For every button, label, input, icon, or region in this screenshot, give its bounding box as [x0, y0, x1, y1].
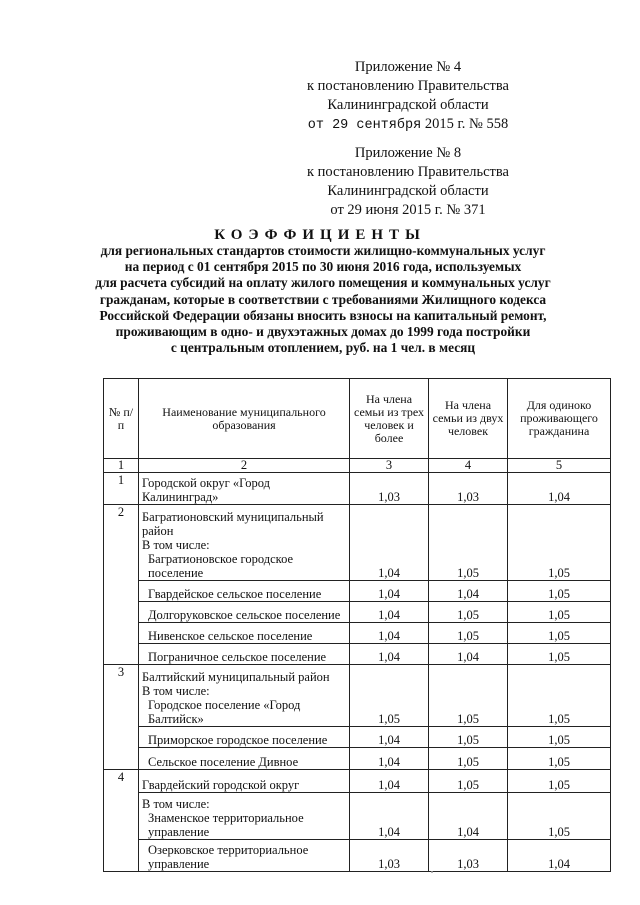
- table-row: [104, 473, 611, 505]
- value-three-plus: 1,04: [350, 644, 429, 665]
- appendix-4-date-number: 2015 г. № 558: [424, 116, 509, 132]
- subtitle-line: на период с 01 сентября 2015 по 30 июня 2016 года, используемых: [124, 259, 522, 275]
- table-row: [104, 505, 611, 581]
- value-two: 1,03: [429, 473, 508, 505]
- value-single: 1,05: [508, 505, 611, 581]
- row-including: В том числе:: [142, 797, 210, 811]
- appendix-8-block: [258, 144, 558, 220]
- subrow-name: Багратионовское городское поселение: [148, 552, 294, 580]
- value-three-plus: 1,04: [350, 623, 429, 644]
- value-two: 1,05: [429, 623, 508, 644]
- header-name: Наименование муниципального образования: [139, 379, 350, 459]
- value-three-plus: 1,04: [350, 602, 429, 623]
- row-name: Городской округ «Город Калининград»: [139, 473, 350, 505]
- subtitle-line: с центральным отоплением, руб. на 1 чел. в месяц: [170, 340, 476, 356]
- value-single: 1,05: [508, 793, 611, 840]
- subrow-name: Гвардейское сельское поселение: [139, 581, 350, 602]
- value-three-plus: 1,04: [350, 748, 429, 770]
- row-number: 3: [104, 665, 139, 770]
- header-two: На члена семьи из двух человек: [429, 379, 508, 459]
- appendix-4-number: Приложение № 4: [354, 59, 462, 75]
- value-two: 1,05: [429, 770, 508, 793]
- table-row: [104, 748, 611, 770]
- header-num: № п/п: [104, 379, 139, 459]
- subtitle-line: проживающим в одно- и двухэтажных домах до 1999 года постройки: [115, 324, 531, 340]
- subrow-name: Нивенское сельское поселение: [139, 623, 350, 644]
- value-single: 1,04: [508, 473, 611, 505]
- value-three-plus: 1,03: [350, 840, 429, 872]
- column-number: 1: [104, 459, 139, 473]
- header-three-plus: На члена семьи из трех человек и более: [350, 379, 429, 459]
- subrow-name: Городское поселение «Город Балтийск»: [148, 698, 301, 726]
- value-two: 1,05: [429, 748, 508, 770]
- table-row: [104, 770, 611, 793]
- row-name-group: [139, 665, 350, 727]
- value-two: 1,05: [429, 602, 508, 623]
- value-two: 1,04: [429, 581, 508, 602]
- value-single: 1,05: [508, 623, 611, 644]
- appendix-4-date-stamp: от 29 сентября: [307, 118, 422, 133]
- subrow-name: Знаменское территориальное управление: [148, 811, 304, 839]
- subrow-name: Долгоруковское сельское поселение: [139, 602, 350, 623]
- row-name: Багратионовский муниципальный район: [142, 510, 324, 538]
- table-row: [104, 644, 611, 665]
- value-single: 1,05: [508, 644, 611, 665]
- appendix-4-block: [258, 58, 558, 135]
- value-two: 1,03: [429, 840, 508, 872]
- value-three-plus: 1,04: [350, 770, 429, 793]
- subtitle-line: гражданам, которые в соответствии с требованиями Жилищного кодекса: [99, 291, 547, 307]
- table-row: [104, 840, 611, 872]
- value-three-plus: 1,04: [350, 581, 429, 602]
- table-row: [104, 665, 611, 727]
- subrow-name: Озерковское территориальное управление: [139, 840, 350, 872]
- column-numbers-row: [104, 459, 611, 473]
- scan-speck: [431, 871, 433, 873]
- value-single: 1,04: [508, 840, 611, 872]
- column-number: 3: [350, 459, 429, 473]
- row-number: 2: [104, 505, 139, 665]
- row-name-group: [139, 505, 350, 581]
- column-number: 2: [139, 459, 350, 473]
- subtitle-line: Российской Федерации обязаны вносить взносы на капитальный ремонт,: [99, 307, 547, 323]
- table-header-row: [104, 379, 611, 459]
- subtitle-line: для расчета субсидий на оплату жилого помещения и коммунальных услуг: [95, 275, 551, 291]
- value-single: 1,05: [508, 665, 611, 727]
- table-row: [104, 727, 611, 748]
- table-row: [104, 623, 611, 644]
- column-number: 5: [508, 459, 611, 473]
- value-three-plus: 1,04: [350, 793, 429, 840]
- appendix-4-decree: к постановлению Правительства: [307, 78, 509, 94]
- row-including: В том числе:: [142, 684, 210, 698]
- value-single: 1,05: [508, 602, 611, 623]
- value-two: 1,05: [429, 665, 508, 727]
- value-two: 1,04: [429, 644, 508, 665]
- appendix-8-date: от 29 июня 2015 г. № 371: [330, 202, 486, 218]
- row-name: Балтийский муниципальный район: [142, 670, 330, 684]
- coefficients-table: [103, 378, 611, 872]
- row-including: В том числе:: [142, 538, 210, 552]
- row-number: 1: [104, 473, 139, 505]
- table-row: [104, 793, 611, 840]
- value-single: 1,05: [508, 581, 611, 602]
- value-three-plus: 1,04: [350, 727, 429, 748]
- value-three-plus: 1,04: [350, 505, 429, 581]
- value-two: 1,05: [429, 727, 508, 748]
- value-three-plus: 1,03: [350, 473, 429, 505]
- row-number: 4: [104, 770, 139, 872]
- appendix-4-date: [258, 115, 558, 135]
- table-row: [104, 581, 611, 602]
- value-single: 1,05: [508, 748, 611, 770]
- subtitle-line: для региональных стандартов стоимости жилищно-коммунальных услуг: [100, 243, 546, 258]
- subrow-name: Приморское городское поселение: [139, 727, 350, 748]
- document-title: КОЭФФИЦИЕНТЫ: [214, 227, 426, 243]
- value-single: 1,05: [508, 727, 611, 748]
- value-three-plus: 1,05: [350, 665, 429, 727]
- appendix-8-number: Приложение № 8: [354, 145, 462, 161]
- row-name: Гвардейский городской округ: [139, 770, 350, 793]
- header-single: Для одиноко проживающего гражданина: [508, 379, 611, 459]
- value-two: 1,04: [429, 793, 508, 840]
- value-single: 1,05: [508, 770, 611, 793]
- appendix-4-region: Калининградской области: [327, 97, 489, 113]
- column-number: 4: [429, 459, 508, 473]
- appendix-8-decree: к постановлению Правительства: [307, 164, 509, 180]
- subrow-name: Пограничное сельское поселение: [139, 644, 350, 665]
- subrow-name: Сельское поселение Дивное: [139, 748, 350, 770]
- table-row: [104, 602, 611, 623]
- row-name-group: [139, 793, 350, 840]
- appendix-8-region: Калининградской области: [327, 183, 489, 199]
- value-two: 1,05: [429, 505, 508, 581]
- document-subtitle: [88, 243, 558, 356]
